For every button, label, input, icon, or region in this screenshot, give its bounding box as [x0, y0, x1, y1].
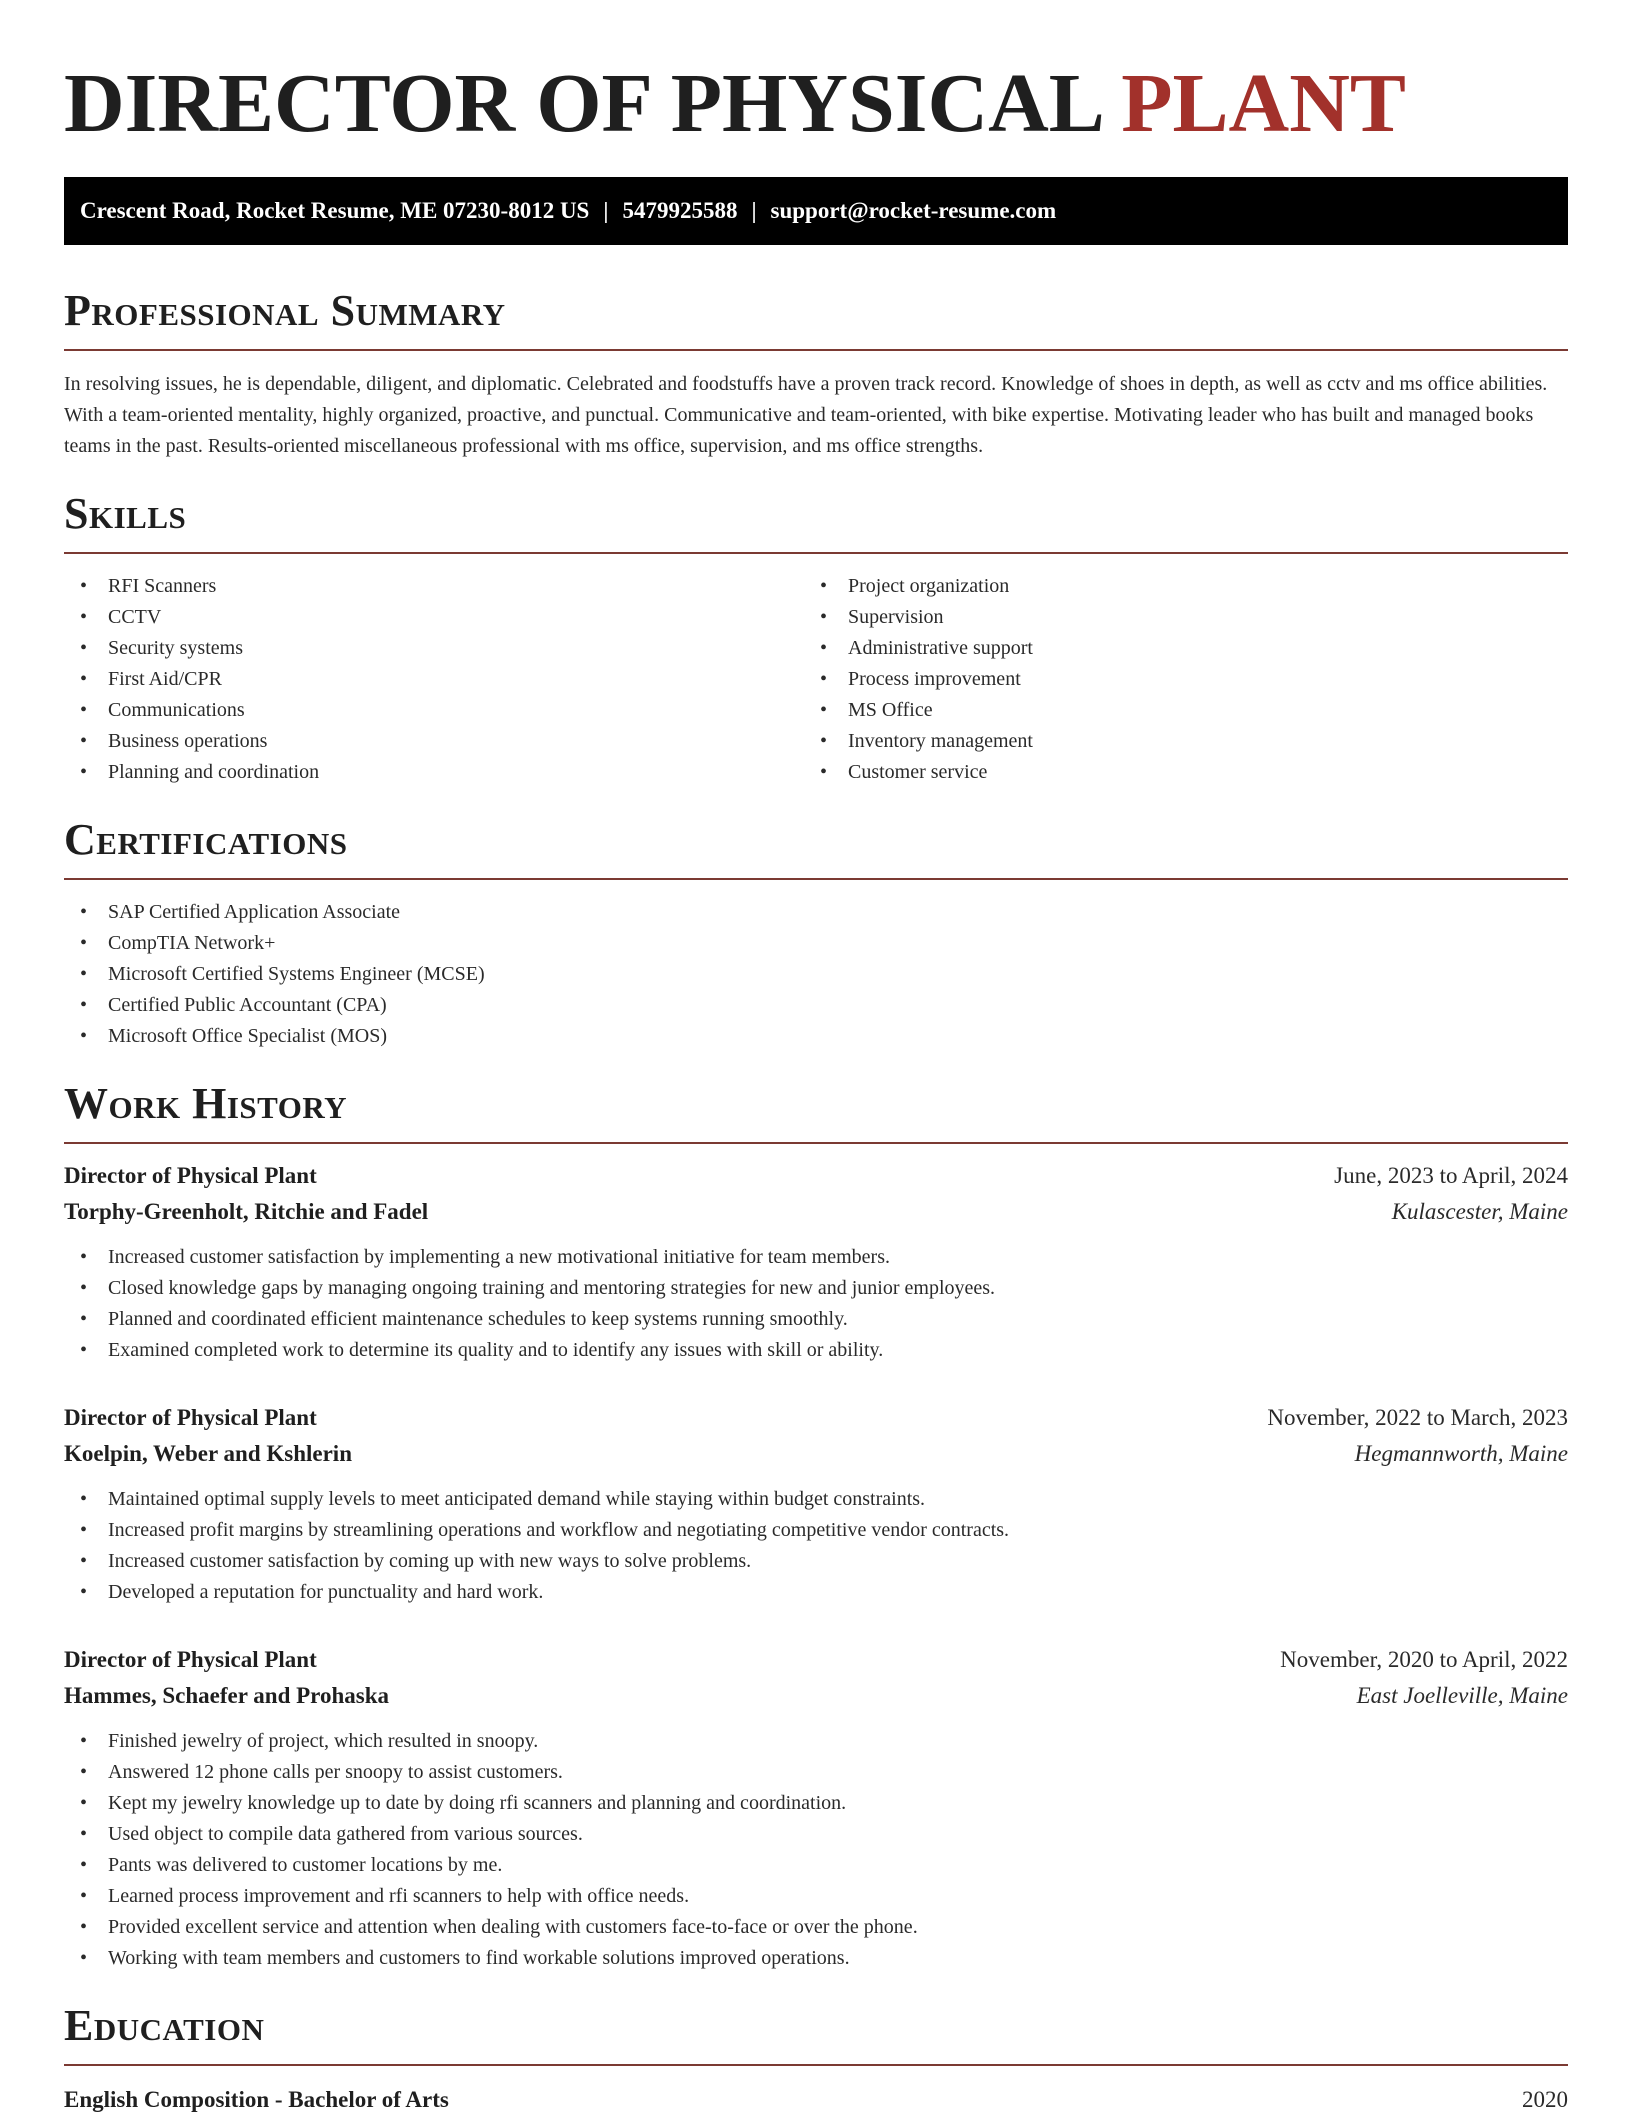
job-dates: November, 2022 to March, 2023: [1267, 1405, 1568, 1430]
job-entry: [64, 1158, 1568, 1366]
resume-page: [64, 0, 1568, 2112]
list-item: • MS Office: [804, 695, 1544, 726]
list-item: • Certified Public Accountant (CPA): [64, 990, 1568, 1021]
contact-separator: |: [751, 198, 757, 223]
section-divider: [64, 878, 1568, 880]
section-divider: [64, 349, 1568, 351]
list-item: • Microsoft Certified Systems Engineer (MCSE): [64, 959, 1568, 990]
list-item: • Examined completed work to determine its quality and to identify any issues with skill or ability.: [64, 1335, 1568, 1366]
job-location: Kulascester, Maine: [1391, 1199, 1568, 1224]
list-item: • Microsoft Office Specialist (MOS): [64, 1021, 1568, 1052]
job-entry: [64, 1642, 1568, 1974]
list-item: • Kept my jewelry knowledge up to date by doing rfi scanners and planning and coordination.: [64, 1788, 1568, 1819]
summary-text: In resolving issues, he is dependable, diligent, and diplomatic. Celebrated and foodstuffs have a proven track record. Knowledge of shoes in depth, as well as cctv and ms office abilities. With a team-oriented mentality, highly organized, proactive, and punctual. Communicative and team-oriented, with bike expertise. Motivating leader who has built and managed books teams in the past. Results-oriented miscellaneous professional with ms office, supervision, and ms office strengths.: [64, 373, 1548, 457]
section-heading-education: Education: [64, 2001, 265, 2050]
section-heading-work-history: Work History: [64, 1079, 348, 1128]
job-entry: [64, 1400, 1568, 1608]
job-title-row: [64, 1158, 1568, 1194]
list-item: • Increased customer satisfaction by implementing a new motivational initiative for team members.: [64, 1242, 1568, 1273]
job-duties: [64, 1484, 1568, 1608]
job-dates: November, 2020 to April, 2022: [1280, 1647, 1568, 1672]
list-item: • Answered 12 phone calls per snoopy to assist customers.: [64, 1757, 1568, 1788]
job-title-row: [64, 1642, 1568, 1678]
job-duties: [64, 1726, 1568, 1974]
list-item: • Used object to compile data gathered from various sources.: [64, 1819, 1568, 1850]
job-company: Torphy-Greenholt, Ritchie and Fadel: [64, 1199, 429, 1224]
job-duties: [64, 1242, 1568, 1366]
education-degree: English Composition - Bachelor of Arts: [64, 2087, 449, 2112]
job-title: Director of Physical Plant: [64, 1163, 317, 1188]
list-item: • Maintained optimal supply levels to meet anticipated demand while staying within budget constraints.: [64, 1484, 1568, 1515]
skills-columns: [64, 571, 1568, 788]
job-title: Director of Physical Plant: [64, 1647, 317, 1672]
list-item: • Increased profit margins by streamlining operations and workflow and negotiating competitive vendor contracts.: [64, 1515, 1568, 1546]
contact-bar: [64, 177, 1568, 245]
list-item: • Customer service: [804, 757, 1544, 788]
list-item: • First Aid/CPR: [64, 664, 804, 695]
job-company: Hammes, Schaefer and Prohaska: [64, 1683, 389, 1708]
list-item: • Process improvement: [804, 664, 1544, 695]
contact-address: Crescent Road, Rocket Resume, ME 07230-8012 US: [80, 198, 590, 223]
contact-email[interactable]: support@rocket-resume.com: [770, 198, 1057, 223]
certifications-section: [64, 814, 1568, 1052]
job-location: Hegmannworth, Maine: [1354, 1441, 1568, 1466]
section-heading-skills: Skills: [64, 489, 187, 538]
skills-section: [64, 488, 1568, 788]
title-accent: PLANT: [1121, 57, 1406, 150]
job-company-row: [64, 1194, 1568, 1230]
list-item: • Inventory management: [804, 726, 1544, 757]
education-row: [64, 2082, 1568, 2112]
list-item: • Working with team members and customers to find workable solutions improved operations.: [64, 1943, 1568, 1974]
title-main: DIRECTOR OF PHYSICAL: [64, 57, 1101, 150]
list-item: • Increased customer satisfaction by coming up with new ways to solve problems.: [64, 1546, 1568, 1577]
list-item: • SAP Certified Application Associate: [64, 897, 1568, 928]
job-location: East Joelleville, Maine: [1356, 1683, 1568, 1708]
job-company-row: [64, 1436, 1568, 1472]
list-item: • Learned process improvement and rfi scanners to help with office needs.: [64, 1881, 1568, 1912]
list-item: • Supervision: [804, 602, 1544, 633]
summary-section: [64, 285, 1568, 462]
job-dates: June, 2023 to April, 2024: [1334, 1163, 1568, 1188]
contact-separator: |: [603, 198, 609, 223]
list-item: • CCTV: [64, 602, 804, 633]
list-item: • Business operations: [64, 726, 804, 757]
list-item: • Project organization: [804, 571, 1544, 602]
list-item: • Developed a reputation for punctuality and hard work.: [64, 1577, 1568, 1608]
section-divider: [64, 1142, 1568, 1144]
section-heading-summary: Professional Summary: [64, 286, 506, 335]
job-company: Koelpin, Weber and Kshlerin: [64, 1441, 352, 1466]
list-item: • Provided excellent service and attention when dealing with customers face-to-face or over the phone.: [64, 1912, 1568, 1943]
job-company-row: [64, 1678, 1568, 1714]
education-section: [64, 2000, 1568, 2112]
list-item: • Pants was delivered to customer locations by me.: [64, 1850, 1568, 1881]
skills-list-right: [804, 571, 1544, 788]
resume-title: [64, 56, 1568, 152]
list-item: • Security systems: [64, 633, 804, 664]
list-item: • Communications: [64, 695, 804, 726]
education-year: 2020: [1522, 2087, 1568, 2112]
list-item: • Closed knowledge gaps by managing ongoing training and mentoring strategies for new and junior employees.: [64, 1273, 1568, 1304]
list-item: • Administrative support: [804, 633, 1544, 664]
work-history-section: [64, 1078, 1568, 1974]
section-heading-certifications: Certifications: [64, 815, 348, 864]
certifications-list: [64, 897, 1568, 1052]
contact-phone[interactable]: 5479925588: [622, 198, 738, 223]
job-title-row: [64, 1400, 1568, 1436]
section-divider: [64, 2064, 1568, 2066]
education-entry: [64, 2082, 1568, 2112]
job-title: Director of Physical Plant: [64, 1405, 317, 1430]
skills-list-left: [64, 571, 804, 788]
list-item: • CompTIA Network+: [64, 928, 1568, 959]
list-item: • RFI Scanners: [64, 571, 804, 602]
list-item: • Finished jewelry of project, which resulted in snoopy.: [64, 1726, 1568, 1757]
list-item: • Planned and coordinated efficient maintenance schedules to keep systems running smoothly.: [64, 1304, 1568, 1335]
list-item: • Planning and coordination: [64, 757, 804, 788]
section-divider: [64, 552, 1568, 554]
